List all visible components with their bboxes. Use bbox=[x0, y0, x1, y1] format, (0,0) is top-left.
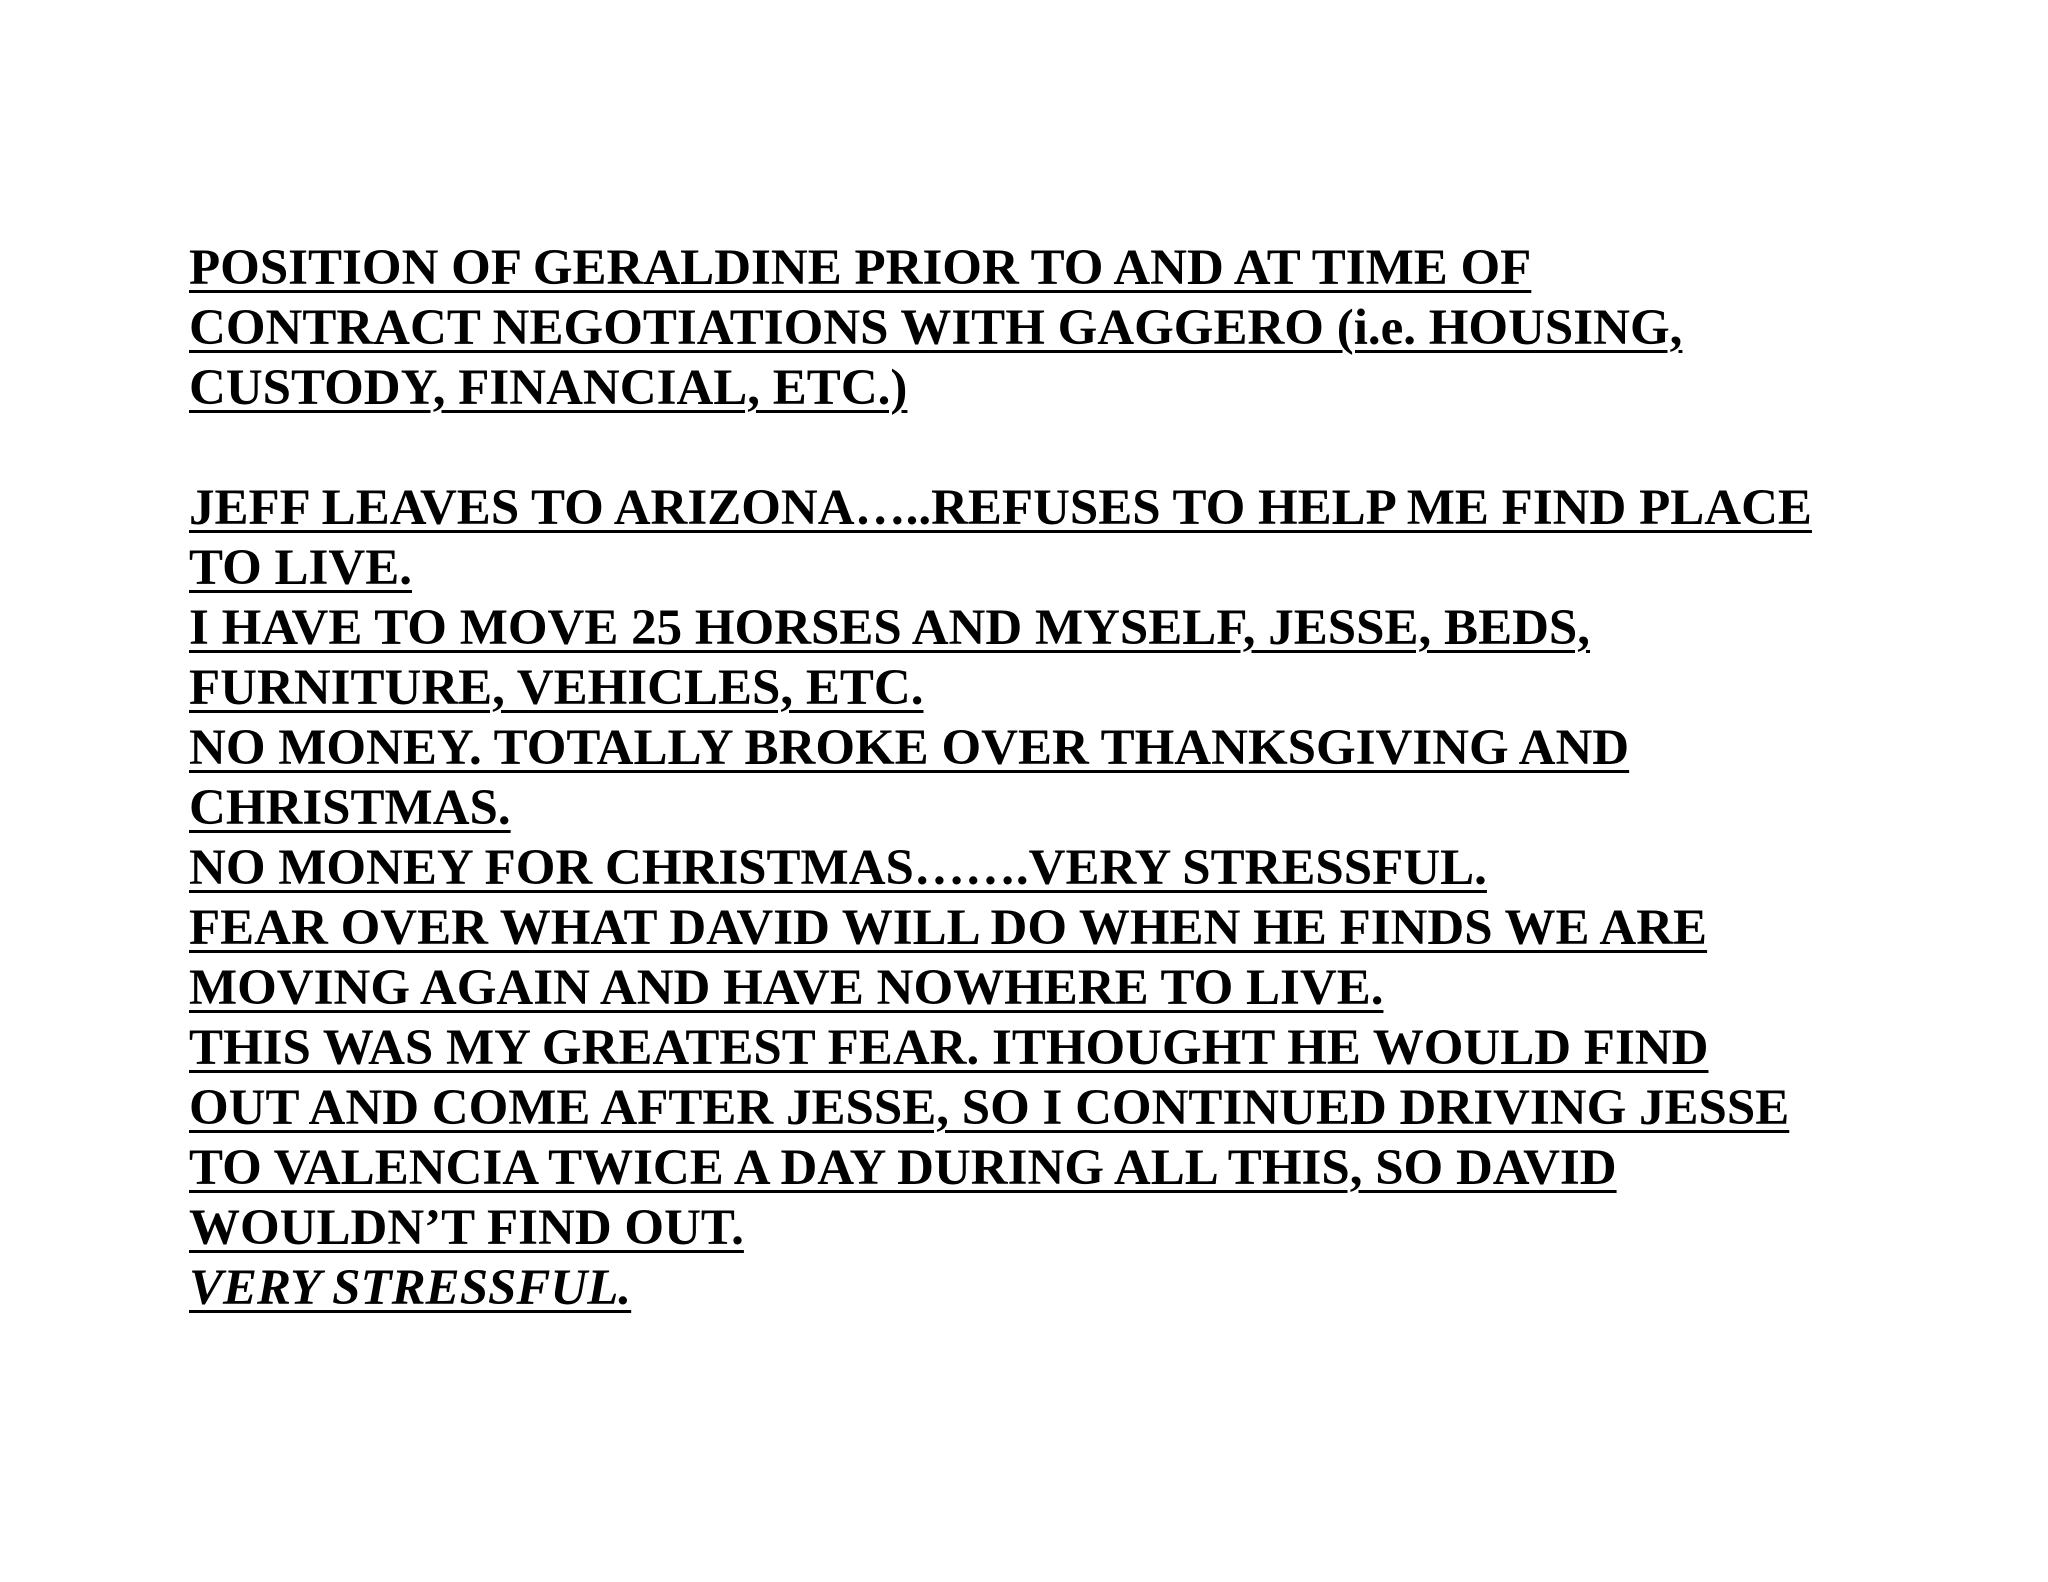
body-line: MOVING AGAIN AND HAVE NOWHERE TO LIVE. bbox=[189, 960, 1384, 1016]
body-line: JEFF LEAVES TO ARIZONA…..REFUSES TO HELP ME FIND PLACE bbox=[189, 480, 1812, 536]
body-line: TO LIVE. bbox=[189, 540, 412, 596]
body-line: THIS WAS MY GREATEST FEAR. ITHOUGHT HE WOULD FIND bbox=[189, 1020, 1709, 1076]
body-line: WOULDN’T FIND OUT. bbox=[189, 1200, 744, 1256]
body-line: FEAR OVER WHAT DAVID WILL DO WHEN HE FINDS WE ARE bbox=[189, 900, 1708, 956]
body-line: NO MONEY. TOTALLY BROKE OVER THANKSGIVING AND bbox=[189, 720, 1630, 776]
body-line: I HAVE TO MOVE 25 HORSES AND MYSELF, JESSE, BEDS, bbox=[189, 600, 1591, 656]
heading-line-2: CONTRACT NEGOTIATIONS WITH GAGGERO (i.e. HOUSING, bbox=[189, 300, 1683, 356]
heading-line-3: CUSTODY, FINANCIAL, ETC.) bbox=[189, 360, 908, 416]
body-line: FURNITURE, VEHICLES, ETC. bbox=[189, 660, 924, 716]
document-body bbox=[189, 238, 1949, 1318]
body-line: TO VALENCIA TWICE A DAY DURING ALL THIS, SO DAVID bbox=[189, 1140, 1617, 1196]
body-line: OUT AND COME AFTER JESSE, SO I CONTINUED DRIVING JESSE bbox=[189, 1080, 1790, 1136]
heading-line-1: POSITION OF GERALDINE PRIOR TO AND AT TIME OF bbox=[189, 240, 1532, 296]
closing-line: VERY STRESSFUL. bbox=[189, 1260, 632, 1316]
body-line: NO MONEY FOR CHRISTMAS…….VERY STRESSFUL. bbox=[189, 840, 1487, 896]
paragraph-spacer bbox=[189, 418, 1949, 478]
body-line: CHRISTMAS. bbox=[189, 780, 511, 836]
